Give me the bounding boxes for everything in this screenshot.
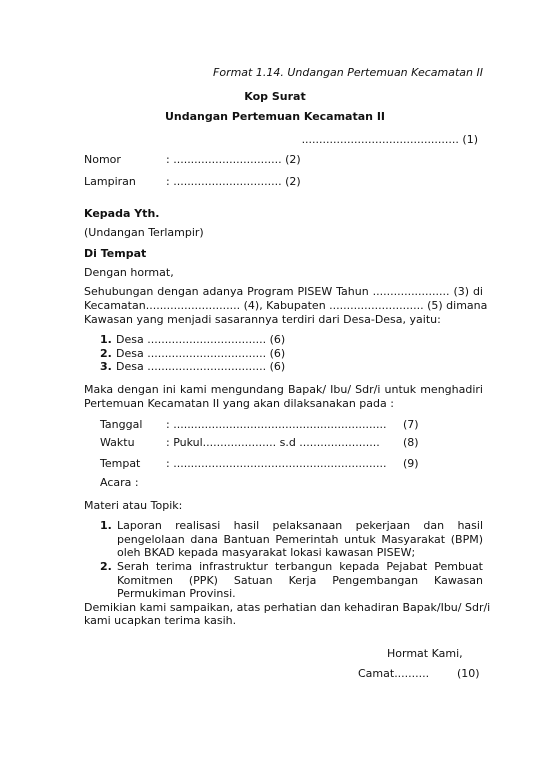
- signature-hormat: Hormat Kami,: [387, 647, 463, 660]
- lampiran-value: : ............................... (2): [166, 175, 301, 188]
- desa-item: [100, 333, 285, 346]
- format-label: Format 1.14. Undangan Pertemuan Kecamatan II: [213, 66, 483, 79]
- nomor-label: Nomor: [84, 153, 121, 166]
- desa-item: [100, 360, 285, 373]
- desa-number: 1.: [100, 333, 112, 346]
- greeting: Dengan hormat,: [84, 266, 174, 279]
- desa-text: Desa .................................. (6): [116, 347, 286, 360]
- materi-line: pengelolaan dana Bantuan Pemerintah untuk Masyarakat (BPM): [117, 533, 483, 546]
- desa-item: [100, 347, 285, 360]
- materi-line: Komitmen (PPK) Satuan Kerja Pengembangan Kawasan: [117, 574, 483, 587]
- materi-line: Laporan realisasi hasil pelaksanaan pekerjaan dan hasil: [117, 519, 483, 532]
- schedule-value-tempat: : .............................................................: [166, 457, 387, 470]
- signature-camat: Camat..........: [358, 667, 430, 680]
- schedule-ref-waktu: (8): [403, 436, 419, 449]
- desa-text: Desa .................................. (6): [116, 333, 286, 346]
- undangan-terlampir: (Undangan Terlampir): [84, 226, 204, 239]
- materi-number: [100, 519, 116, 532]
- schedule-ref-tempat: (9): [403, 457, 419, 470]
- materi-title: Materi atau Topik:: [84, 499, 183, 512]
- invite-line-2: Pertemuan Kecamatan II yang akan dilaksanakan pada :: [84, 397, 394, 410]
- schedule-ref-tanggal: (7): [403, 418, 419, 431]
- materi-line: Permukiman Provinsi.: [117, 587, 236, 600]
- closing-line-1: Demikian kami sampaikan, atas perhatian dan kehadiran Bapak/Ibu/ Sdr/i: [84, 601, 491, 614]
- kepada-yth: Kepada Yth.: [84, 207, 160, 220]
- schedule-value-waktu: : Pukul..................... s.d .......................: [166, 436, 380, 449]
- acara-label: Acara :: [100, 476, 139, 489]
- desa-number: 2.: [100, 347, 112, 360]
- letter-title: Undangan Pertemuan Kecamatan II: [164, 110, 386, 123]
- schedule-value-tanggal: : .............................................................: [166, 418, 387, 431]
- kop-surat: Kop Surat: [244, 90, 306, 103]
- intro-line-3: Kawasan yang menjadi sasarannya terdiri dari Desa-Desa, yaitu:: [84, 313, 441, 326]
- closing-line-2: kami ucapkan terima kasih.: [84, 614, 237, 627]
- date-line: ............................................. (1): [301, 133, 478, 146]
- materi-number: [100, 560, 116, 573]
- lampiran-label: Lampiran: [84, 175, 136, 188]
- intro-line-2: Kecamatan........................... (4), Kabupaten ........................... (5) dimana: [84, 299, 488, 312]
- materi-number-text: 2.: [100, 560, 112, 573]
- desa-text: Desa .................................. (6): [116, 360, 286, 373]
- schedule-label-tempat: Tempat: [100, 457, 141, 470]
- invite-line-1: Maka dengan ini kami mengundang Bapak/ Ibu/ Sdr/i untuk menghadiri: [84, 383, 483, 396]
- desa-number: 3.: [100, 360, 112, 373]
- materi-line: Serah terima infrastruktur terbangun kepada Pejabat Pembuat: [117, 560, 483, 573]
- materi-line: oleh BKAD kepada masyarakat lokasi kawasan PISEW;: [117, 546, 416, 559]
- intro-line-1: Sehubungan dengan adanya Program PISEW Tahun ...................... (3) di: [84, 285, 483, 298]
- di-tempat: Di Tempat: [84, 247, 147, 260]
- materi-number-text: 1.: [100, 519, 112, 532]
- schedule-label-tanggal: Tanggal: [100, 418, 143, 431]
- schedule-label-waktu: Waktu: [100, 436, 135, 449]
- signature-ref: (10): [457, 667, 480, 680]
- nomor-value: : ............................... (2): [166, 153, 301, 166]
